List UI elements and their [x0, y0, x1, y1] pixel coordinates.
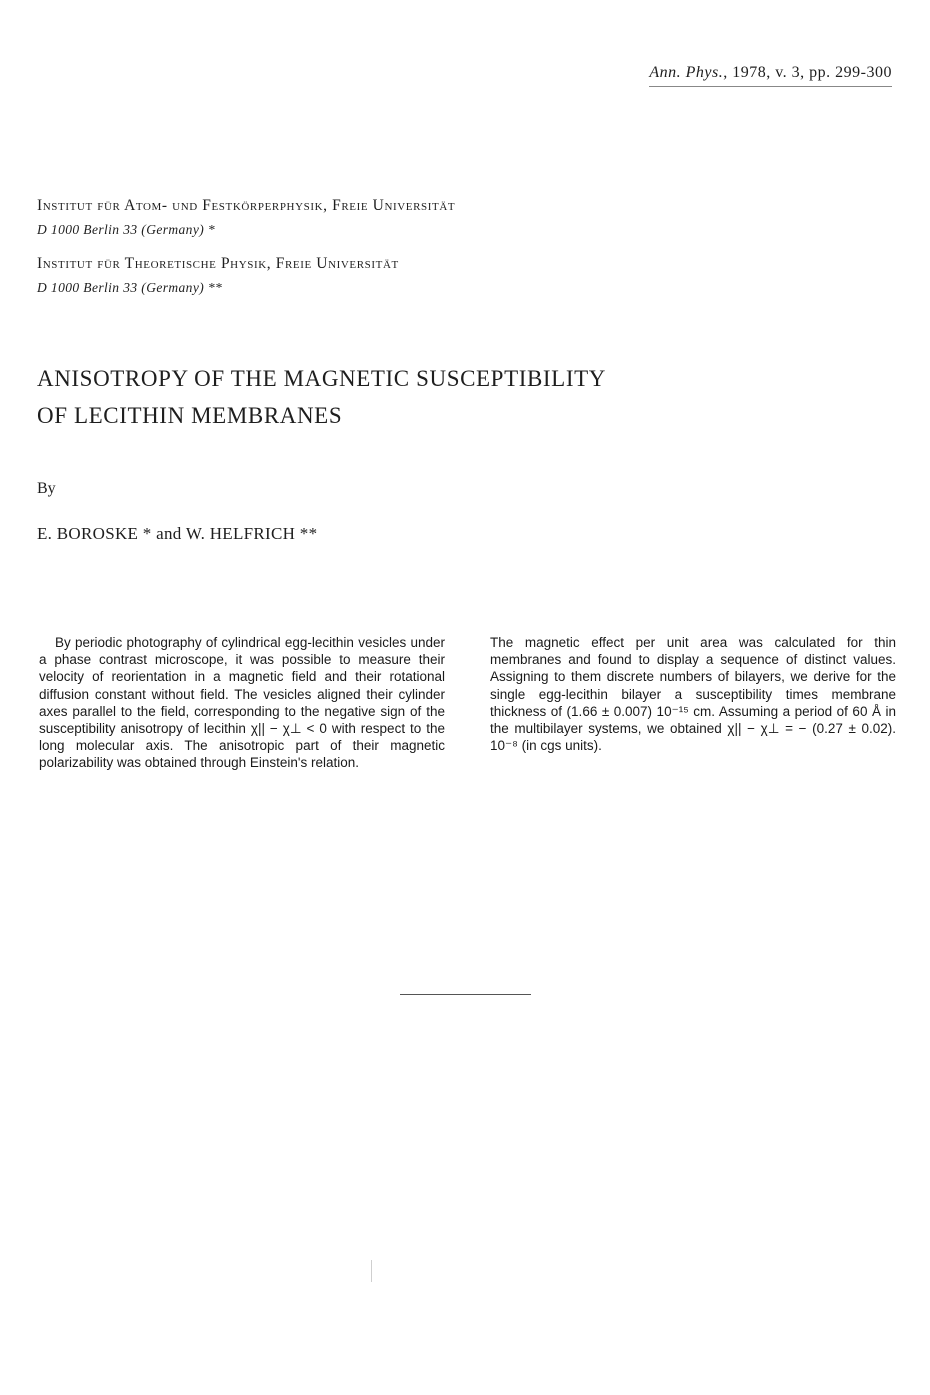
- journal-name: Ann. Phys.: [649, 64, 724, 81]
- abstract-left-column: By periodic photography of cylindrical egg-lecithin vesicles under a phase contrast microscope, it was possible to measure their velocity of reorientation in a magnetic field and their rotational diffusion constant without field. The vesicles aligned their cylinder axes parallel to the field, corresponding to the negative sign of the susceptibility anisotropy of lecithin χ|| − χ⊥ < 0 with respect to the long molecular axis. The anisotropic part of their magnetic polarizability was obtained through Einstein's relation.: [39, 635, 445, 771]
- end-rule: [400, 994, 531, 995]
- scan-mark: [371, 1260, 372, 1282]
- authors: E. BOROSKE * and W. HELFRICH **: [37, 524, 318, 543]
- paper-title: ANISOTROPY OF THE MAGNETIC SUSCEPTIBILITY OF LECITHIN MEMBRANES: [37, 366, 606, 428]
- affiliation-2-institute: Institut für Theoretische Physik, Freie Universität: [37, 255, 399, 272]
- abstract-right-column: The magnetic effect per unit area was calculated for thin membranes and found to display a sequence of distinct values. Assigning to them discrete numbers of bilayers, we derive for the single egg-lecithin bilayer a susceptibility times membrane thickness of (1.66 ± 0.007) 10⁻¹⁵ cm. Assuming a period of 60 Å in the multibilayer systems, we obtained χ|| − χ⊥ = − (0.27 ± 0.02). 10⁻⁸ (in cgs units).: [490, 635, 896, 754]
- affiliation-1-institute: Institut für Atom- und Festkörperphysik, Freie Universität: [37, 197, 456, 214]
- citation-details: , 1978, v. 3, pp. 299-300: [723, 64, 892, 81]
- journal-citation: [649, 64, 892, 87]
- affiliation-1-address: D 1000 Berlin 33 (Germany) *: [37, 222, 216, 237]
- affiliation-2-address: D 1000 Berlin 33 (Germany) **: [37, 280, 223, 295]
- byline: By: [37, 480, 56, 497]
